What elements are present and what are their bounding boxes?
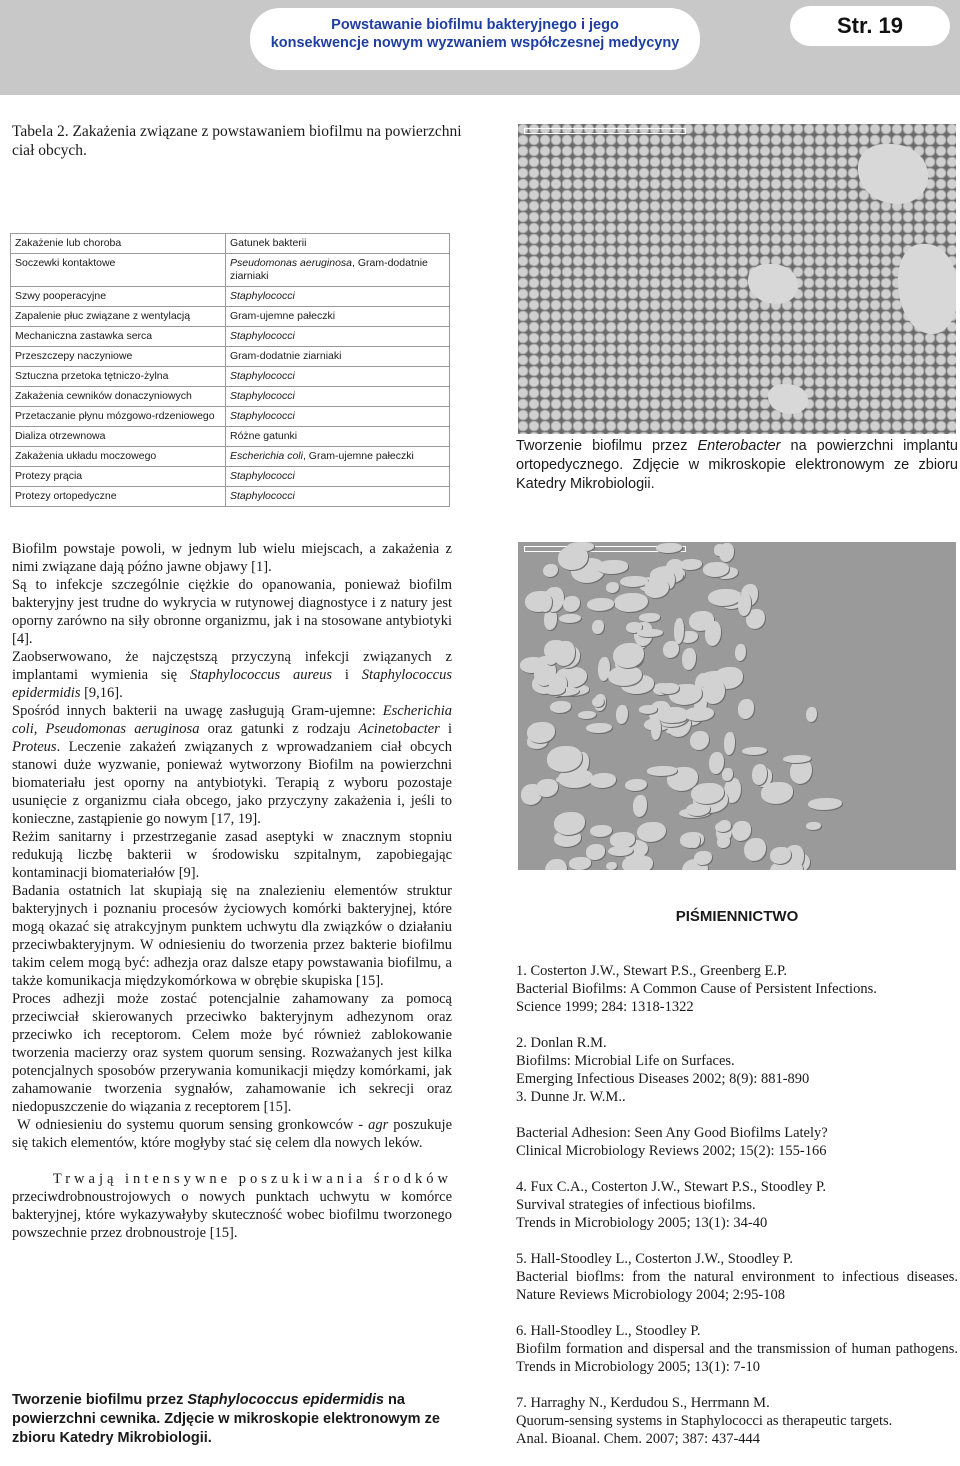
paragraph: Są to infekcje szczególnie ciężkie do opanowania, ponieważ biofilm bakteryjny jest trudne do wykrycia w rutynowej diagnostyce i z natury jest oporny zarówno na siły obronne organizmu, jak i na stosowane antybiotyki [4].: [12, 577, 452, 647]
table-cell: Zakażenia układu moczowego: [11, 447, 226, 467]
running-title: [250, 8, 700, 70]
micrograph-blob: [606, 862, 616, 870]
micrograph-blob: [639, 705, 658, 713]
micrograph-blob: [559, 614, 581, 624]
table-row: [11, 447, 450, 467]
micrograph-1-caption: Tworzenie biofilmu przez Enterobacter na powierzchni implantu ortopedycznego. Zdjęcie w mikroskopie elektronowym ze zbioru Katedry Mikrobiologii.: [516, 438, 958, 492]
micrograph-blob: [761, 782, 793, 803]
table-cell: Staphylococci: [226, 287, 450, 307]
table-row: [11, 307, 450, 327]
micrograph-blob: [722, 768, 732, 780]
micrograph-blob: [719, 543, 734, 562]
table-row: [11, 287, 450, 307]
micrograph-blob: [689, 834, 700, 848]
micrograph-blob: [590, 825, 612, 837]
infections-table: [10, 233, 450, 507]
table-row: [11, 487, 450, 507]
micrograph-blob: [651, 718, 661, 740]
table-cell: Zapalenie płuc związane z wentylacją: [11, 307, 226, 327]
micrograph-blob: [616, 705, 628, 724]
table-header-row: [11, 234, 450, 254]
micrograph-blob: [544, 609, 557, 630]
micrograph-blob: [545, 859, 567, 870]
micrograph-blob: [614, 593, 648, 612]
reference-item: 7. Harraghy N., Kerdudou S., Herrmann M. Quorum-sensing systems in Staphylococci as therapeutic targets. Anal. Bioanal. Chem. 2007; 387: 437-444: [516, 1395, 893, 1447]
table-row: [11, 347, 450, 367]
micrograph-blob: [606, 582, 619, 593]
reference-item: 3. Dunne Jr. W.M.. Bacterial Adhesion: Seen Any Good Biofilms Lately? Clinical Microbiology Reviews 2002; 15(2): 155-166: [516, 1089, 828, 1159]
table-cell: Staphylococci: [226, 327, 450, 347]
micrograph-blob: [637, 629, 662, 637]
running-title-line1: Powstawanie biofilmu bakteryjnego i jego: [331, 17, 619, 33]
micrograph-blob: [558, 546, 587, 570]
micrograph-blob: [684, 707, 714, 721]
micrograph-blob: [703, 680, 725, 704]
table-cell: Przeszczepy naczyniowe: [11, 347, 226, 367]
scale-bar: [524, 128, 686, 134]
table-cell: Staphylococci: [226, 407, 450, 427]
micrograph-blob: [647, 766, 677, 776]
micrograph-blob: [735, 644, 746, 661]
micrograph-blob: [543, 564, 558, 577]
table-cell: Staphylococci: [226, 367, 450, 387]
paragraph: Zaobserwowano, że najczęstszą przyczyną infekcji związanych z implantami wymienia się Staphylococcus aureus i Staphylococcus epidermidis [9,16].: [12, 649, 452, 701]
micrograph-blob: [569, 857, 591, 869]
table-cell: Protezy ortopedyczne: [11, 487, 226, 507]
reference-item: 6. Hall-Stoodley L., Stoodley P. Biofilm formation and dispersal and the transmission of human pathogens. Trends in Microbiology 2005; 13(1): 7-10: [516, 1323, 958, 1375]
paragraph: Proces adhezji może zostać potencjalnie zahamowany za pomocą przeciwciał skierowanych przeciwko bakteryjnym adhezynom oraz przeciwko ich receptorom. Celem może być również zablokowanie tworzenia macierzy oraz system quorum sensing. Rozważanych jest kilka potencjalnych sposobów przerywania komunikacji między komórkami, jak zahamowanie tworzenia sygnałów, zahamowanie ich sekrecji oraz niedopuszczenie do wiązania z receptorem [15].: [12, 991, 452, 1115]
micrograph-blob: [550, 701, 571, 713]
micrograph-blob: [690, 731, 709, 750]
micrograph-blob: [742, 747, 766, 755]
micrograph-blob: [694, 851, 711, 865]
table-cell: Zakażenia cewników donaczyniowych: [11, 387, 226, 407]
micrograph-blob: [644, 579, 669, 599]
micrograph-staphylococcus: [518, 542, 956, 870]
reference-item: 5. Hall-Stoodley L., Costerton J.W., Stoodley P. Bacterial bioflms: from the natural environment to infectious diseases. Nature Reviews Microbiology 2004; 2:95-108: [516, 1251, 958, 1303]
table-cell: Protezy prącia: [11, 467, 226, 487]
micrograph-blob: [590, 773, 616, 788]
micrograph-blob: [659, 683, 679, 694]
micrograph-blob: [558, 769, 593, 788]
micrograph-blob: [806, 822, 820, 830]
micrograph-cluster: [748, 264, 798, 304]
table-row: [11, 254, 450, 287]
references-title: PIŚMIENNICTWO: [675, 908, 799, 925]
running-title-line2: konsekwencje nowym wyzwaniem współczesnej medycyny: [270, 35, 680, 51]
micrograph-blob: [622, 855, 653, 870]
micrograph-blob: [625, 779, 647, 792]
micrograph-blob: [592, 620, 603, 634]
paragraph: W odniesieniu do systemu quorum sensing gronkowców - agr poszukuje się takich elementów, które mogłyby stać się celem dla nowych leków.: [12, 1117, 453, 1151]
table-cell: Różne gatunki: [226, 427, 450, 447]
table-header-cell: Gatunek bakterii: [226, 234, 450, 254]
micrograph-2-caption: Tworzenie biofilmu przez Staphylococcus epidermidis na powierzchni cewnika. Zdjęcie w mikroskopie elektronowym ze zbioru Katedry Mikrobiologii.: [12, 1392, 440, 1446]
micrograph-blob: [597, 560, 627, 573]
table-cell: Dializa otrzewnowa: [11, 427, 226, 447]
references-list: [516, 962, 958, 1466]
table-row: [11, 327, 450, 347]
micrograph-blob: [637, 822, 666, 843]
micrograph-cluster: [858, 144, 928, 204]
paragraph: Badania ostatnich lat skupiają się na znalezieniu elementów struktur bakteryjnych i poznaniu procesów życiowych komórki bakteryjnej, które mogą okazać się atrakcyjnym punktem uchwytu dla związków o działaniu przeciwbakteryjnym. W odniesieniu do tworzenia przez bakterie biofilmu takim celem mogą być: adhezja oraz dalsze etapy powstawania biofilmu, a także komunikacja międzykomórkowa w obrębie skupiska [15].: [12, 883, 452, 989]
micrograph-blob: [724, 732, 735, 754]
table-caption: Tabela 2. Zakażenia związane z powstawaniem biofilmu na powierzchni ciał obcych.: [12, 123, 462, 159]
micrograph-blob: [578, 711, 596, 719]
micrograph-blob: [732, 821, 751, 841]
micrograph-blob: [633, 795, 647, 817]
micrograph-blob: [586, 844, 605, 859]
paragraph: Spośród innych bakterii na uwagę zasługują Gram-ujemne: Escherichia coli, Pseudomonas aeruginosa oraz gatunki z rodzaju Acinetobacter i Proteus. Leczenie zakażeń związanych z wprowadzaniem ciał obcych stanowi duże wyzwanie, ponieważ wytworzony Biofilm na powierzchni biomateriału jest oporny na antybiotyki. Terapią z wyboru pozostaje usunięcie z organizmu ciała obcego, jako przyczyny zakażenia i, jeśli to konieczne, zastąpienie go nowym [17, 19].: [12, 703, 453, 827]
micrograph-blob: [536, 779, 558, 797]
micrograph-blob: [682, 648, 696, 670]
micrograph-blob: [527, 722, 555, 742]
body-text: [12, 540, 452, 1242]
micrograph-blob: [808, 798, 842, 810]
micrograph-blob: [717, 836, 730, 848]
micrograph-blob: [705, 621, 721, 646]
table-cell: Przetaczanie płynu mózgowo-rdzeniowego: [11, 407, 226, 427]
page-number: Str. 19: [790, 6, 950, 46]
micrograph-blob: [806, 707, 817, 722]
table-cell: Mechaniczna zastawka serca: [11, 327, 226, 347]
table-row: [11, 467, 450, 487]
table-row: [11, 427, 450, 447]
table-cell: Staphylococci: [226, 387, 450, 407]
table-cell: Staphylococci: [226, 487, 450, 507]
paragraph: przeciwdrobnoustrojowych o nowych punktach uchwytu w komórce bakteryjnej, które wykazywałyby skuteczność wobec biofilmu tworzonego powszechnie przez drobnoustroje [15].: [12, 1189, 452, 1241]
table-cell: Escherichia coli, Gram-ujemne pałeczki: [226, 447, 450, 467]
table-cell: Gram-dodatnie ziarniaki: [226, 347, 450, 367]
micrograph-cluster: [898, 244, 956, 334]
paragraph: Biofilm powstaje powoli, w jednym lub wielu miejscach, a zakażenia z nimi związane dają późno jawne objawy [1].: [12, 541, 452, 575]
table-cell: Gram-ujemne pałeczki: [226, 307, 450, 327]
table-row: [11, 387, 450, 407]
table-row: [11, 407, 450, 427]
micrograph-blob: [744, 838, 766, 862]
table-cell: Staphylococci: [226, 467, 450, 487]
table-cell: Soczewki kontaktowe: [11, 254, 226, 287]
table-cell: Sztuczna przetoka tętniczo-żylna: [11, 367, 226, 387]
micrograph-blob: [738, 699, 754, 718]
paragraph: Trwają intensywne poszukiwania środków: [52, 1171, 452, 1187]
micrograph-blob: [587, 598, 615, 611]
reference-item: 1. Costerton J.W., Stewart P.S., Greenberg E.P. Bacterial Biofilms: A Common Cause of Persistent Infections. Science 1999; 284: 1318-1322: [516, 963, 877, 1015]
table-cell: Pseudomonas aeruginosa, Gram-dodatnie ziarniaki: [226, 254, 450, 287]
micrograph-blob: [639, 613, 659, 622]
paragraph: Reżim sanitarny i przestrzeganie zasad aseptyki w znacznym stopniu redukują liczbę bakterii w środowisku szpitalnym, zapobiegając kontaminacji biomateriałów [9].: [12, 829, 452, 881]
table-row: [11, 367, 450, 387]
reference-item: 2. Donlan R.M. Biofilms: Microbial Life on Surfaces. Emerging Infectious Diseases 2002; 8(9): 881-890: [516, 1035, 810, 1087]
micrograph-cluster: [768, 384, 808, 414]
table-header-cell: Zakażenie lub choroba: [11, 234, 226, 254]
micrograph-blob: [680, 559, 702, 570]
micrograph-blob: [554, 812, 585, 834]
micrograph-blob: [563, 596, 580, 613]
micrograph-enterobacter: [518, 124, 956, 434]
table-cell: Szwy pooperacyjne: [11, 287, 226, 307]
reference-item: 4. Fux C.A., Costerton J.W., Stewart P.S., Stoodley P. Survival strategies of infectious biofilms. Trends in Microbiology 2005; 13(1): 34-40: [516, 1179, 827, 1231]
micrograph-blob: [586, 723, 612, 733]
